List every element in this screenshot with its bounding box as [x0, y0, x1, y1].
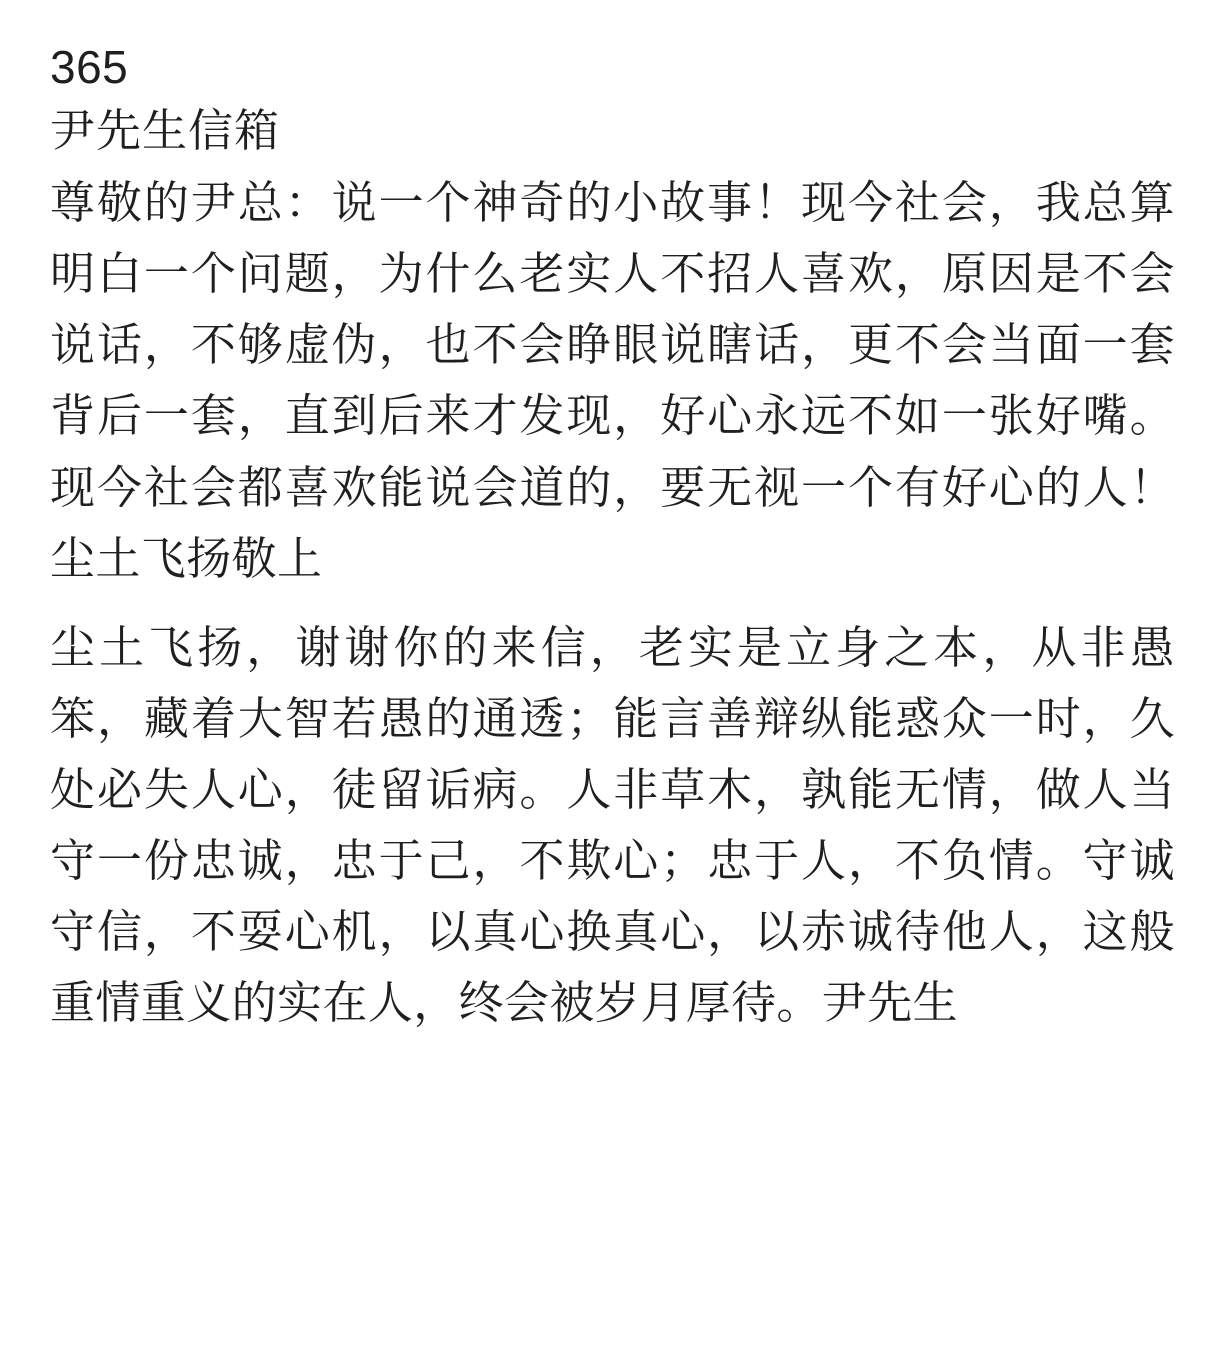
reply-body: 尘土飞扬，谢谢你的来信，老实是立身之本，从非愚笨，藏着大智若愚的通透；能言善辩纵能惑众一时，久处必失人心，徒留诟病。人非草木，孰能无情，做人当守一份忠诚，忠于己，不欺心；忠于人，不负情。守诚守信，不耍心机，以真心换真心，以赤诚待他人，这般重情重义的实在人，终会被岁月厚待。尹先生: [50, 621, 1175, 1029]
column-title: 尹先生信箱: [50, 104, 281, 156]
letter-body: 尊敬的尹总：说一个神奇的小故事！现今社会，我总算明白一个问题，为什么老实人不招人喜欢，原因是不会说话，不够虚伪，也不会睁眼说瞎话，更不会当面一套背后一套，直到后来才发现，好心永远不如一张好嘴。现今社会都喜欢能说会道的，要无视一个有好心的人！尘土飞扬敬上: [50, 177, 1175, 584]
page-number: 365: [50, 41, 129, 93]
